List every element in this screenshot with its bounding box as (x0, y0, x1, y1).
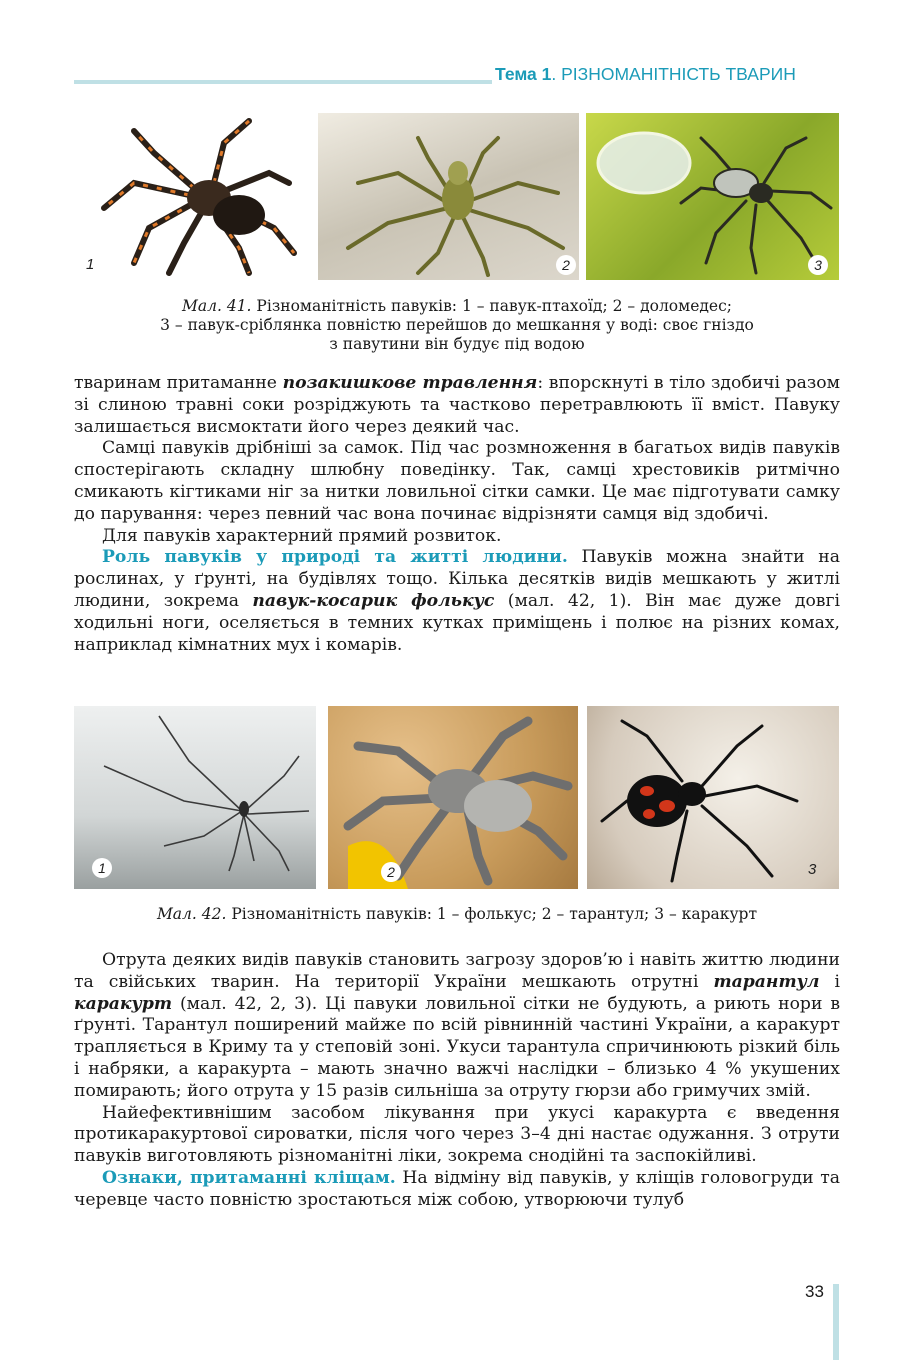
figure42-caption (74, 905, 840, 924)
text-run: На відміну від павуків, у кліщів головогруди та черевце часто повністю зростаються між собою, утворюючи тулуб (74, 1167, 840, 1210)
body-text-block-1 (74, 373, 840, 656)
body-text-block-2 (74, 950, 840, 1212)
figure41-caption-line1: Різноманітність павуків: 1 – павук-птахоїд; 2 – доломедес; (251, 297, 732, 315)
photo-tarantula-bird-eater (74, 113, 310, 280)
figure42-label-1: 1 (92, 858, 112, 878)
text-run: тваринам притаманне (74, 373, 283, 393)
photo-tarantula (328, 706, 578, 889)
figure41-caption-line2: 3 – павук-сріблянка повністю перейшов до мешкання у воді: своє гніздо (160, 316, 754, 334)
section-heading-mites: Ознаки, притаманні кліщам. (102, 1167, 396, 1188)
text-run: Отрута деяких видів павуків становить загрозу здоров’ю і навіть життю людини та свійських тварин. На території України мешкають отрутні (74, 950, 840, 992)
header-rule (74, 80, 492, 84)
photo-karakurt (587, 706, 839, 889)
figure41-label-2: 2 (556, 255, 576, 275)
figure42-label-3: 3 (808, 861, 817, 878)
term-pholcus: павук-косарик фолькус (252, 590, 495, 611)
paragraph-role-of-spiders (74, 547, 840, 656)
text-run: Павуків можна знайти на рослинах, у ґрунті, на будівлях тощо. Кілька десятків видів мешкають у житлі людини, зокрема (74, 547, 840, 611)
photo-water-spider (586, 113, 839, 280)
text-run: (мал. 42, 2, 3). Ці павуки ловильної сітки не будують, а риють нори в ґрунті. Тарантул поширений майже по всій рівнинній частині України, а каракурт трапляється в Криму та у степовій зоні. Укуси тарантула спричинюють різкий біль і набряки, а каракурта – мають значно важчі наслідки – близько 4 % укушених помирають; його отрута у 15 разів сильніша за отруту гюрзи або гримучих змій. (74, 993, 840, 1101)
section-heading-role: Роль павуків у природі та житті людини. (102, 547, 568, 568)
page-number: 33 (805, 1282, 824, 1301)
figure41-caption-line3: з павутини він будує під водою (329, 335, 585, 353)
paragraph-treatment: Найефективнішим засобом лікування при укусі каракурта є введення протикаракуртової сироватки, після чого через 3–4 дні настає одужання. З отрути павуків виготовляють різноманітні ліки, зокрема снодійні та заспокійливі. (74, 1102, 840, 1167)
paragraph-mites (74, 1168, 840, 1212)
photo-dolomedes (318, 113, 579, 280)
paragraph-digestion (74, 373, 840, 438)
figure42-caption-text: Різноманітність павуків: 1 – фолькус; 2 – тарантул; 3 – каракурт (226, 905, 758, 923)
text-run: : впорскнуті в тіло здобичі разом зі слиною травні соки розріджують та частково перетравлюють її вміст. Павуку залишається висмоктати його через деякий час. (74, 373, 840, 437)
figure41-caption-mark: Мал. 41. (182, 297, 252, 315)
figure41-label-1: 1 (86, 256, 95, 273)
term-karakurt: каракурт (74, 993, 173, 1014)
paragraph-venom (74, 950, 840, 1103)
figure42-caption-mark: Мал. 42. (156, 905, 227, 923)
paragraph-courtship: Самці павуків дрібніші за самок. Під час розмноження в багатьох видів павуків спостерігають складну шлюбну поведінку. Так, самці хрестовиків ритмічно смикають кігтиками ніг за нитки ловильної сітки самки. Це має підготувати самку до парування: через певний час вона починає відрізняти самця від здобичі. (74, 438, 840, 524)
figure42-label-2: 2 (381, 862, 401, 882)
term-tarantula: тарантул (713, 971, 820, 992)
topic-label: Тема 1 (495, 64, 552, 84)
text-run: (мал. 42, 1). Він має дуже довгі ходильні ноги, оселяється в темних кутках приміщень і полює на різних комах, наприклад кімнатних мух і комарів. (74, 590, 840, 655)
text-run: і (819, 971, 841, 992)
page-edge-bar (833, 1284, 839, 1360)
term-extraintestinal-digestion: позакишкове травлення (282, 373, 538, 393)
figure41-label-3: 3 (808, 255, 828, 275)
figure41-caption (74, 297, 840, 354)
running-header (495, 64, 796, 85)
paragraph-development: Для павуків характерний прямий розвиток. (102, 525, 502, 546)
topic-title: . РІЗНОМАНІТНІСТЬ ТВАРИН (551, 64, 796, 84)
